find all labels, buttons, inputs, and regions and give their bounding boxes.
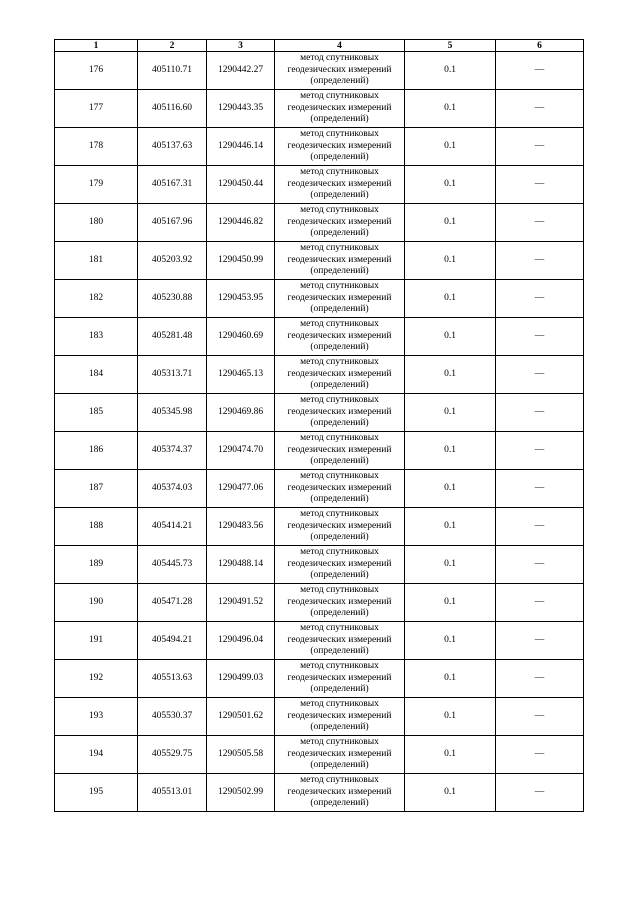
table-row bbox=[55, 318, 584, 356]
x-coordinate-cell: 405471.28 bbox=[138, 584, 207, 622]
method-line: геодезических измерений bbox=[287, 748, 392, 759]
method-line: геодезических измерений bbox=[287, 330, 392, 341]
method-line: геодезических измерений bbox=[287, 444, 392, 455]
y-coordinate-cell: 1290450.99 bbox=[207, 242, 275, 280]
table-row bbox=[55, 546, 584, 584]
method-line: геодезических измерений bbox=[287, 178, 392, 189]
method-line: (определений) bbox=[310, 570, 369, 581]
method-line: (определений) bbox=[310, 304, 369, 315]
method-line: (определений) bbox=[310, 342, 369, 353]
table-row bbox=[55, 660, 584, 698]
method-cell bbox=[275, 698, 405, 736]
note-cell: — bbox=[496, 242, 584, 280]
method-cell bbox=[275, 508, 405, 546]
table-row bbox=[55, 204, 584, 242]
method-line: геодезических измерений bbox=[287, 368, 392, 379]
method-line: метод спутниковых bbox=[300, 395, 379, 406]
method-cell bbox=[275, 470, 405, 508]
method-cell bbox=[275, 546, 405, 584]
x-coordinate-cell: 405230.88 bbox=[138, 280, 207, 318]
accuracy-cell: 0.1 bbox=[405, 546, 496, 584]
point-number-cell: 176 bbox=[55, 52, 138, 90]
x-coordinate-cell: 405494.21 bbox=[138, 622, 207, 660]
y-coordinate-cell: 1290446.14 bbox=[207, 128, 275, 166]
note-cell: — bbox=[496, 622, 584, 660]
method-line: метод спутниковых bbox=[300, 661, 379, 672]
point-number-cell: 191 bbox=[55, 622, 138, 660]
point-number-cell: 185 bbox=[55, 394, 138, 432]
note-cell: — bbox=[496, 736, 584, 774]
table-row bbox=[55, 280, 584, 318]
y-coordinate-cell: 1290505.58 bbox=[207, 736, 275, 774]
accuracy-cell: 0.1 bbox=[405, 584, 496, 622]
accuracy-cell: 0.1 bbox=[405, 242, 496, 280]
point-number-cell: 177 bbox=[55, 90, 138, 128]
table-row bbox=[55, 470, 584, 508]
y-coordinate-cell: 1290460.69 bbox=[207, 318, 275, 356]
method-line: геодезических измерений bbox=[287, 64, 392, 75]
method-cell bbox=[275, 128, 405, 166]
method-line: (определений) bbox=[310, 798, 369, 809]
accuracy-cell: 0.1 bbox=[405, 394, 496, 432]
x-coordinate-cell: 405529.75 bbox=[138, 736, 207, 774]
x-coordinate-cell: 405167.31 bbox=[138, 166, 207, 204]
method-line: геодезических измерений bbox=[287, 406, 392, 417]
method-cell bbox=[275, 204, 405, 242]
note-cell: — bbox=[496, 546, 584, 584]
note-cell: — bbox=[496, 584, 584, 622]
method-line: метод спутниковых bbox=[300, 737, 379, 748]
note-cell: — bbox=[496, 356, 584, 394]
method-line: метод спутниковых bbox=[300, 585, 379, 596]
point-number-cell: 181 bbox=[55, 242, 138, 280]
accuracy-cell: 0.1 bbox=[405, 660, 496, 698]
point-number-cell: 184 bbox=[55, 356, 138, 394]
method-line: геодезических измерений bbox=[287, 520, 392, 531]
accuracy-cell: 0.1 bbox=[405, 90, 496, 128]
table-row bbox=[55, 394, 584, 432]
header-cell-4: 4 bbox=[275, 40, 405, 52]
accuracy-cell: 0.1 bbox=[405, 698, 496, 736]
header-cell-5: 5 bbox=[405, 40, 496, 52]
method-cell bbox=[275, 394, 405, 432]
method-line: метод спутниковых bbox=[300, 129, 379, 140]
method-line: метод спутниковых bbox=[300, 53, 379, 64]
note-cell: — bbox=[496, 698, 584, 736]
table-row bbox=[55, 584, 584, 622]
accuracy-cell: 0.1 bbox=[405, 52, 496, 90]
note-cell: — bbox=[496, 166, 584, 204]
method-line: метод спутниковых bbox=[300, 91, 379, 102]
x-coordinate-cell: 405513.63 bbox=[138, 660, 207, 698]
table-row bbox=[55, 128, 584, 166]
table-row bbox=[55, 356, 584, 394]
method-line: (определений) bbox=[310, 114, 369, 125]
note-cell: — bbox=[496, 660, 584, 698]
table-row bbox=[55, 52, 584, 90]
x-coordinate-cell: 405137.63 bbox=[138, 128, 207, 166]
method-cell bbox=[275, 432, 405, 470]
y-coordinate-cell: 1290465.13 bbox=[207, 356, 275, 394]
method-line: геодезических измерений bbox=[287, 786, 392, 797]
method-cell bbox=[275, 90, 405, 128]
note-cell: — bbox=[496, 280, 584, 318]
method-line: геодезических измерений bbox=[287, 672, 392, 683]
point-number-cell: 179 bbox=[55, 166, 138, 204]
method-line: геодезических измерений bbox=[287, 634, 392, 645]
method-line: (определений) bbox=[310, 456, 369, 467]
x-coordinate-cell: 405313.71 bbox=[138, 356, 207, 394]
note-cell: — bbox=[496, 508, 584, 546]
method-line: геодезических измерений bbox=[287, 102, 392, 113]
x-coordinate-cell: 405414.21 bbox=[138, 508, 207, 546]
note-cell: — bbox=[496, 128, 584, 166]
method-line: (определений) bbox=[310, 646, 369, 657]
y-coordinate-cell: 1290443.35 bbox=[207, 90, 275, 128]
header-cell-6: 6 bbox=[496, 40, 584, 52]
y-coordinate-cell: 1290474.70 bbox=[207, 432, 275, 470]
y-coordinate-cell: 1290488.14 bbox=[207, 546, 275, 584]
coordinates-table bbox=[54, 39, 584, 812]
method-line: метод спутниковых bbox=[300, 433, 379, 444]
accuracy-cell: 0.1 bbox=[405, 470, 496, 508]
x-coordinate-cell: 405374.37 bbox=[138, 432, 207, 470]
x-coordinate-cell: 405281.48 bbox=[138, 318, 207, 356]
table-row bbox=[55, 90, 584, 128]
table-row bbox=[55, 736, 584, 774]
method-line: метод спутниковых bbox=[300, 243, 379, 254]
y-coordinate-cell: 1290496.04 bbox=[207, 622, 275, 660]
table-body bbox=[55, 52, 584, 812]
y-coordinate-cell: 1290499.03 bbox=[207, 660, 275, 698]
method-line: (определений) bbox=[310, 76, 369, 87]
accuracy-cell: 0.1 bbox=[405, 204, 496, 242]
method-cell bbox=[275, 318, 405, 356]
y-coordinate-cell: 1290491.52 bbox=[207, 584, 275, 622]
y-coordinate-cell: 1290501.62 bbox=[207, 698, 275, 736]
method-line: геодезических измерений bbox=[287, 140, 392, 151]
method-line: (определений) bbox=[310, 532, 369, 543]
accuracy-cell: 0.1 bbox=[405, 318, 496, 356]
method-line: геодезических измерений bbox=[287, 558, 392, 569]
table-row bbox=[55, 242, 584, 280]
method-line: метод спутниковых bbox=[300, 509, 379, 520]
method-line: геодезических измерений bbox=[287, 216, 392, 227]
x-coordinate-cell: 405374.03 bbox=[138, 470, 207, 508]
x-coordinate-cell: 405530.37 bbox=[138, 698, 207, 736]
table-row bbox=[55, 432, 584, 470]
method-line: метод спутниковых bbox=[300, 547, 379, 558]
x-coordinate-cell: 405203.92 bbox=[138, 242, 207, 280]
x-coordinate-cell: 405110.71 bbox=[138, 52, 207, 90]
point-number-cell: 178 bbox=[55, 128, 138, 166]
note-cell: — bbox=[496, 204, 584, 242]
accuracy-cell: 0.1 bbox=[405, 736, 496, 774]
accuracy-cell: 0.1 bbox=[405, 774, 496, 812]
table-row bbox=[55, 166, 584, 204]
y-coordinate-cell: 1290453.95 bbox=[207, 280, 275, 318]
method-line: (определений) bbox=[310, 760, 369, 771]
method-line: геодезических измерений bbox=[287, 254, 392, 265]
point-number-cell: 180 bbox=[55, 204, 138, 242]
note-cell: — bbox=[496, 394, 584, 432]
method-line: метод спутниковых bbox=[300, 281, 379, 292]
method-line: (определений) bbox=[310, 266, 369, 277]
point-number-cell: 187 bbox=[55, 470, 138, 508]
method-line: геодезических измерений bbox=[287, 482, 392, 493]
y-coordinate-cell: 1290446.82 bbox=[207, 204, 275, 242]
y-coordinate-cell: 1290502.99 bbox=[207, 774, 275, 812]
y-coordinate-cell: 1290450.44 bbox=[207, 166, 275, 204]
method-cell bbox=[275, 166, 405, 204]
method-cell bbox=[275, 356, 405, 394]
method-line: (определений) bbox=[310, 722, 369, 733]
header-row bbox=[55, 40, 584, 52]
method-cell bbox=[275, 774, 405, 812]
method-cell bbox=[275, 660, 405, 698]
method-cell bbox=[275, 736, 405, 774]
x-coordinate-cell: 405445.73 bbox=[138, 546, 207, 584]
note-cell: — bbox=[496, 318, 584, 356]
point-number-cell: 194 bbox=[55, 736, 138, 774]
note-cell: — bbox=[496, 774, 584, 812]
note-cell: — bbox=[496, 432, 584, 470]
x-coordinate-cell: 405513.01 bbox=[138, 774, 207, 812]
point-number-cell: 189 bbox=[55, 546, 138, 584]
point-number-cell: 192 bbox=[55, 660, 138, 698]
accuracy-cell: 0.1 bbox=[405, 166, 496, 204]
y-coordinate-cell: 1290469.86 bbox=[207, 394, 275, 432]
note-cell: — bbox=[496, 52, 584, 90]
table-row bbox=[55, 698, 584, 736]
method-line: метод спутниковых bbox=[300, 167, 379, 178]
point-number-cell: 188 bbox=[55, 508, 138, 546]
method-line: (определений) bbox=[310, 190, 369, 201]
method-line: геодезических измерений bbox=[287, 596, 392, 607]
point-number-cell: 190 bbox=[55, 584, 138, 622]
method-line: (определений) bbox=[310, 228, 369, 239]
method-line: метод спутниковых bbox=[300, 357, 379, 368]
accuracy-cell: 0.1 bbox=[405, 432, 496, 470]
method-cell bbox=[275, 622, 405, 660]
method-cell bbox=[275, 280, 405, 318]
accuracy-cell: 0.1 bbox=[405, 356, 496, 394]
method-line: метод спутниковых bbox=[300, 205, 379, 216]
method-cell bbox=[275, 52, 405, 90]
note-cell: — bbox=[496, 90, 584, 128]
table-row bbox=[55, 622, 584, 660]
method-line: (определений) bbox=[310, 684, 369, 695]
x-coordinate-cell: 405345.98 bbox=[138, 394, 207, 432]
point-number-cell: 195 bbox=[55, 774, 138, 812]
method-line: метод спутниковых bbox=[300, 699, 379, 710]
method-line: метод спутниковых bbox=[300, 319, 379, 330]
table-row bbox=[55, 508, 584, 546]
accuracy-cell: 0.1 bbox=[405, 508, 496, 546]
accuracy-cell: 0.1 bbox=[405, 128, 496, 166]
point-number-cell: 182 bbox=[55, 280, 138, 318]
point-number-cell: 193 bbox=[55, 698, 138, 736]
table-row bbox=[55, 774, 584, 812]
method-line: (определений) bbox=[310, 608, 369, 619]
method-line: (определений) bbox=[310, 152, 369, 163]
note-cell: — bbox=[496, 470, 584, 508]
point-number-cell: 183 bbox=[55, 318, 138, 356]
accuracy-cell: 0.1 bbox=[405, 622, 496, 660]
method-line: метод спутниковых bbox=[300, 471, 379, 482]
method-line: геодезических измерений bbox=[287, 292, 392, 303]
method-line: (определений) bbox=[310, 418, 369, 429]
x-coordinate-cell: 405167.96 bbox=[138, 204, 207, 242]
method-line: (определений) bbox=[310, 494, 369, 505]
y-coordinate-cell: 1290477.06 bbox=[207, 470, 275, 508]
method-line: метод спутниковых bbox=[300, 623, 379, 634]
header-cell-2: 2 bbox=[138, 40, 207, 52]
point-number-cell: 186 bbox=[55, 432, 138, 470]
y-coordinate-cell: 1290483.56 bbox=[207, 508, 275, 546]
method-line: геодезических измерений bbox=[287, 710, 392, 721]
method-line: метод спутниковых bbox=[300, 775, 379, 786]
method-cell bbox=[275, 584, 405, 622]
method-cell bbox=[275, 242, 405, 280]
header-cell-1: 1 bbox=[55, 40, 138, 52]
y-coordinate-cell: 1290442.27 bbox=[207, 52, 275, 90]
x-coordinate-cell: 405116.60 bbox=[138, 90, 207, 128]
header-cell-3: 3 bbox=[207, 40, 275, 52]
method-line: (определений) bbox=[310, 380, 369, 391]
accuracy-cell: 0.1 bbox=[405, 280, 496, 318]
